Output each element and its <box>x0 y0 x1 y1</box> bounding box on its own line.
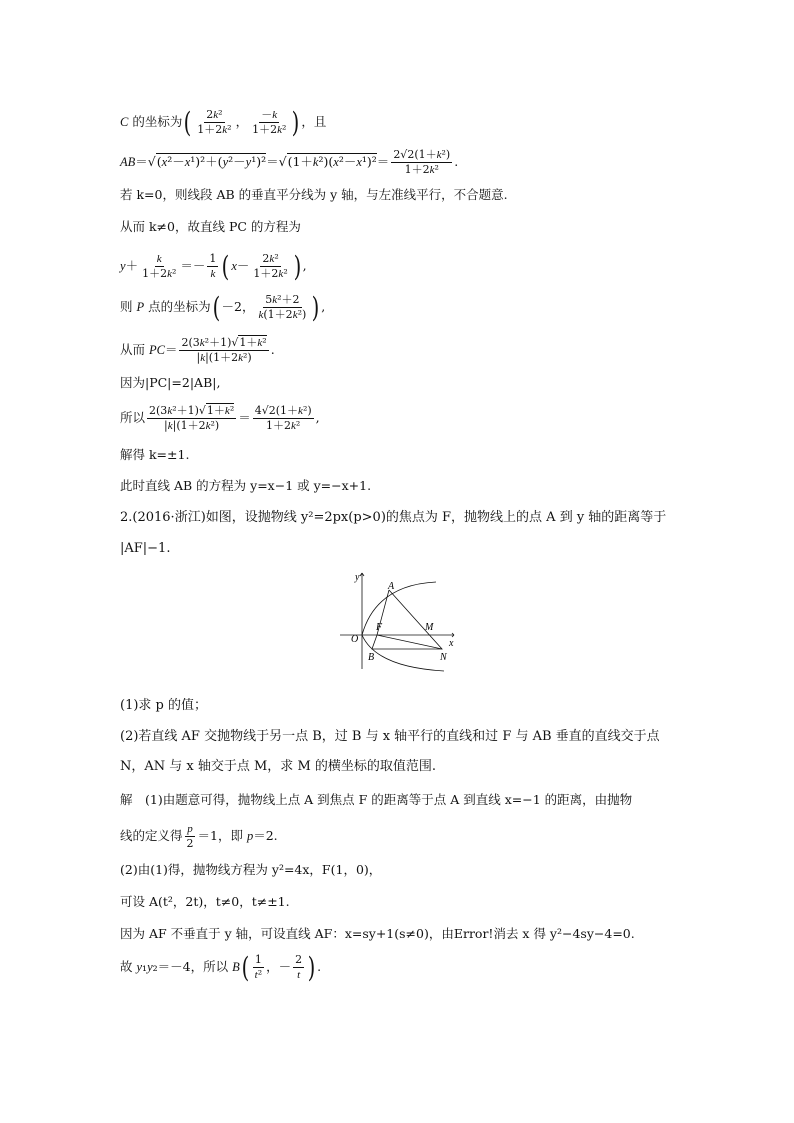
solution-line-3: (2)由(1)得，抛物线方程为 y²=4x，F(1，0)， <box>120 862 382 877</box>
text-line-5: y＋ $\frac{k}{\text{1＋2k²}}$ ＝－ $\frac{1}{k}$ ( x－ $\frac{\text{2k²}}{\text{1＋2k²}}$ ) , <box>120 249 307 283</box>
label-O: O <box>351 634 359 645</box>
text-line-7: 从而 PC＝ $\frac{\text{2(3k²＋1)√1＋k²}}{\text{|k|(1＋2k²)}}$ . <box>120 336 275 364</box>
text-line-2: AB＝√(x²－x¹)²＋(y²－y¹)²＝√(1＋k²)(x²－x¹)²＝ $\frac{\text{2√2(1＋k²)}}{\text{1＋2k²}}$ . <box>120 148 459 176</box>
solution-line-2: 线的定义得 $\frac{p}{2}$ ＝1，即 p＝2. <box>120 823 278 850</box>
problem-2-line-1: 2.(2016·浙江)如图，设抛物线 y²=2px(p>0)的焦点为 F，抛物线上的点 A 到 y 轴的距离等于 <box>120 510 667 525</box>
text-line-3: 若 k=0，则线段 AB 的垂直平分线为 y 轴，与左准线平行，不合题意. <box>120 187 508 202</box>
question-2-line-2: N，AN 与 x 轴交于点 M，求 M 的横坐标的取值范围. <box>120 759 437 774</box>
solution-line-5: 因为 AF 不垂直于 y 轴，可设直线 AF：x=sy+1(s≠0)，由Error!消去 x 得 y²−4sy−4=0. <box>120 926 635 941</box>
problem-2-line-2: |AF|−1. <box>120 541 171 556</box>
parabola-figure <box>336 567 458 673</box>
solution-line-1: 解 (1)由题意可得，抛物线上点 A 到焦点 F 的距离等于点 A 到直线 x=−1 的距离，由抛物 <box>120 792 633 807</box>
text-line-4: 从而 k≠0，故直线 PC 的方程为 <box>120 219 301 234</box>
question-1: (1)求 p 的值； <box>120 698 208 713</box>
text-line-9: 所以 $\frac{\text{2(3k²＋1)√1＋k²}}{\text{|k|(1＋2k²)}}$ ＝ $\frac{\text{4√2(1＋k²)}}{\text{1＋2k²}}$ , <box>120 404 320 432</box>
text-line-6: 则 P 点的坐标为( －2， $\frac{\text{5k²＋2}}{\text{k(1＋2k²)}}$ ) , <box>120 290 326 324</box>
text-line-10: 解得 k=±1. <box>120 447 190 462</box>
label-B: B <box>368 652 375 663</box>
question-2-line-1: (2)若直线 AF 交抛物线于另一点 B，过 B 与 x 轴平行的直线和过 F 与 AB 垂直的直线交于点 <box>120 729 660 744</box>
text-line-1: C 的坐标为( $\frac{\text{2k²}}{\text{1＋2k²}}$ ， $\frac{-k}{\text{1＋2k²}}$ ) ，且 <box>120 105 327 139</box>
triangle-lines <box>372 590 442 649</box>
label-M: M <box>425 622 434 633</box>
label-F: F <box>376 622 383 633</box>
label-x: x <box>449 638 454 649</box>
solution-line-6: 故 y₁y₂＝－4，所以 B( $\frac{1}{\text{t²}}$ ，－ $\frac{2}{t}$ ) . <box>120 950 322 984</box>
text-line-8: 因为|PC|=2|AB|, <box>120 375 221 390</box>
solution-line-4: 可设 A(t²，2t)，t≠0，t≠±1. <box>120 894 290 909</box>
label-N: N <box>440 652 447 663</box>
label-A: A <box>388 581 395 592</box>
text-line-11: 此时直线 AB 的方程为 y=x−1 或 y=−x+1. <box>120 478 372 493</box>
label-y: y <box>355 572 360 583</box>
